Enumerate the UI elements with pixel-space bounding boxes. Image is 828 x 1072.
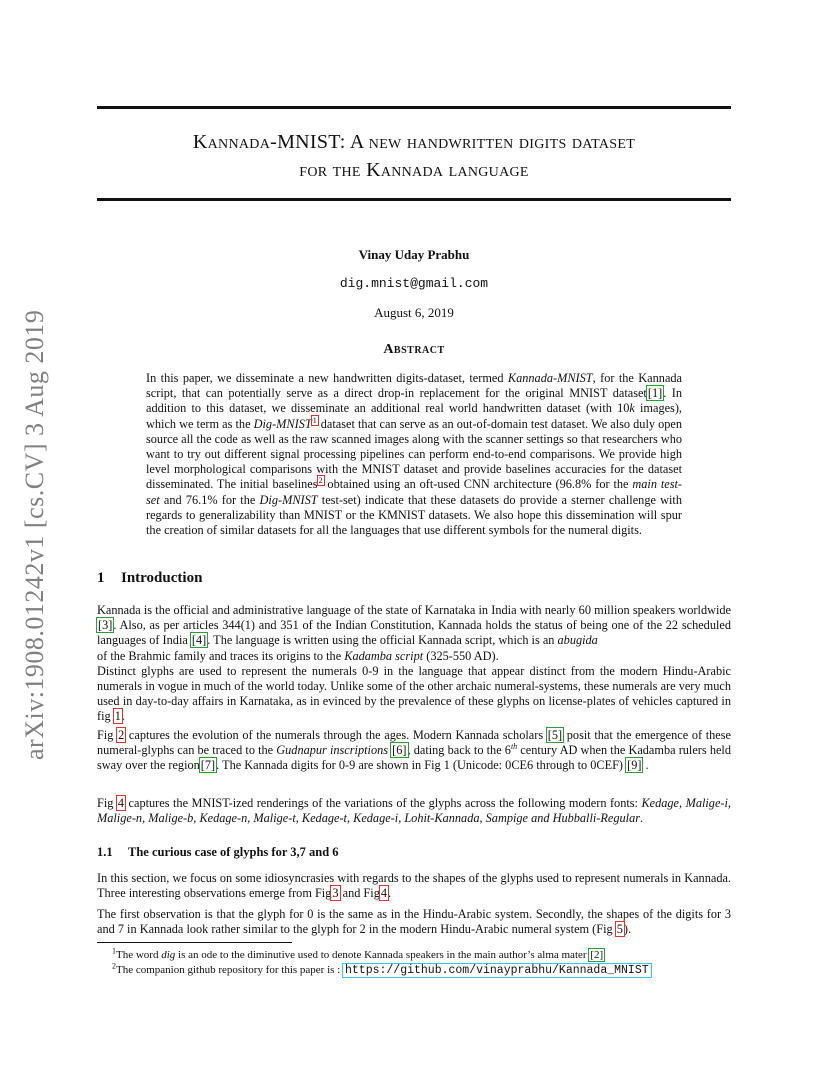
figure-link[interactable]: 2 bbox=[118, 728, 125, 742]
body-text: . bbox=[388, 886, 392, 901]
body-term: abugida bbox=[557, 633, 598, 648]
abstract-body bbox=[146, 371, 682, 538]
body-text: , dating back to the 6 bbox=[407, 743, 511, 758]
body-text: Fig bbox=[97, 728, 118, 742]
body-term: Kadamba script bbox=[344, 648, 424, 663]
subsection-paragraph-1 bbox=[97, 871, 731, 901]
abstract-text: and 76.1% for the bbox=[159, 492, 260, 507]
superscript: th bbox=[510, 742, 518, 752]
intro-paragraph-2 bbox=[97, 728, 731, 774]
footnote-2 bbox=[112, 963, 651, 978]
subsection-heading bbox=[97, 845, 339, 860]
body-text: century AD when the Kadamba rulers held sway over the region bbox=[97, 743, 731, 773]
footnote-link[interactable]: 2 bbox=[318, 476, 323, 486]
font-list: Kedage, Malige-i, Malige-n, Malige-b, Kedage-n, Malige-t, Kedage-t, Kedage-i, Lohit-Kannada, Sampige and Hubballi-Regular bbox=[97, 796, 731, 826]
subsection-number: 1.1 bbox=[97, 845, 113, 859]
body-text: Kannada is the official and administrative language of the state of Karnataka in India with nearly 60 million speakers worldwide bbox=[97, 603, 731, 617]
paper-date: August 6, 2019 bbox=[374, 305, 454, 320]
body-text: . bbox=[642, 758, 649, 773]
citation-link[interactable]: [6] bbox=[392, 743, 407, 758]
paper-title bbox=[97, 128, 731, 184]
figure-link[interactable]: 4 bbox=[117, 796, 125, 810]
citation-link[interactable]: [7] bbox=[200, 758, 216, 773]
abstract-heading bbox=[97, 342, 731, 358]
body-text: Distinct glyphs are used to represent the numerals 0-9 in the language that appear distinct from the modern Hindu-Arabic numerals in vogue in much of the world today. Unlike some of the other archaic numeral-systems, these numerals are very much used in day-to-day affairs in Karnataka, as in evinced by the prevalence of these glyphs on license-plates of vehicles captured in fig bbox=[97, 663, 731, 724]
footnote-marker: 1 bbox=[112, 946, 116, 956]
body-text: The first observation is that the glyph for 0 is the same as in the Hindu-Arabic system. Secondly, the shapes of the digits for 3 and 7 in Kannada look rather similar to the glyph for 2 in the modern Hindu-Arabic numeral system (Fig bbox=[97, 907, 731, 937]
intro-paragraph-3 bbox=[97, 796, 731, 826]
section-heading-introduction bbox=[97, 570, 202, 587]
github-url-link[interactable]: https://github.com/vinayprabhu/Kannada_MNIST bbox=[344, 964, 649, 977]
abstract-text: In this paper, we disseminate a new handwritten digits-dataset, termed bbox=[146, 371, 508, 385]
subsection-title: The curious case of glyphs for 3,7 and 6 bbox=[128, 845, 339, 859]
body-text: captures the evolution of the numerals through the ages. Modern Kannada scholars bbox=[125, 728, 547, 742]
title-line-1 bbox=[97, 128, 731, 156]
abstract-heading-text: Abstract bbox=[383, 342, 445, 357]
abstract-term: Kannada-MNIST bbox=[507, 371, 593, 385]
figure-link[interactable]: 3 bbox=[332, 886, 339, 901]
abstract-term: main test-set bbox=[146, 477, 683, 507]
body-text: In this section, we focus on some idiosyncrasies with regards to the shapes of the glyphs used to represent numerals in Kannada. Three interesting observations emerge from Fig bbox=[97, 871, 731, 901]
title-line-1-text: Kannada-MNIST: A new handwritten digits dataset bbox=[192, 131, 636, 153]
footnote-link[interactable]: 1 bbox=[312, 415, 317, 425]
body-text: ). bbox=[623, 922, 632, 937]
body-text: and Fig bbox=[339, 886, 380, 901]
abstract-text: test-set) indicate that these datasets do provide a sterner challenge with regards to generalizability than MNIST or the KMNIST datasets. We also hope this dissemination will spur the creation of similar datasets for all the languages that use different symbols for the numeral digits. bbox=[146, 492, 682, 538]
citation-link[interactable]: [9] bbox=[627, 758, 642, 773]
abstract-text: obtained using an oft-used CNN architecture (96.8% for the bbox=[323, 477, 633, 492]
arxiv-stamp: arXiv:1908.01242v1 [cs.CV] 3 Aug 2019 bbox=[20, 309, 49, 760]
abstract-text: , for the Kannada script, that can potentially serve as a direct drop-in replacement for the original MNIST dataset bbox=[146, 371, 683, 401]
body-text: . bbox=[121, 709, 125, 724]
footnote-marker: 2 bbox=[112, 961, 116, 971]
abstract-text: dataset that can serve as an out-of-domain test dataset. We also duly open source all the code as well as the raw scanned images along with the scanner settings so that researchers who want to try out different signal processing pipelines can perform end-to-end comparisons. We provide high level morphological comparisons with the MNIST dataset and provide baselines accuracies for the dataset disseminated. The initial baselines bbox=[146, 416, 682, 492]
title-line-2 bbox=[97, 156, 731, 184]
abstract-term: Dig-MNIST bbox=[253, 416, 312, 431]
footnote-rule bbox=[97, 942, 292, 943]
footnote-text: The word bbox=[116, 949, 162, 961]
section-title: Introduction bbox=[121, 570, 203, 586]
body-text: . Also, as per articles 344(1) and 351 of the Indian Constitution, Kannada holds the status of being one of the 22 scheduled languages of India bbox=[97, 618, 731, 648]
abstract-text: . In addition to this dataset, we disseminate an additional real world handwritten dataset (with 10 bbox=[146, 386, 682, 416]
body-text: . bbox=[640, 811, 644, 826]
subsection-paragraph-2 bbox=[97, 907, 731, 937]
body-text: captures the MNIST-ized renderings of the variations of the glyphs across the following modern fonts: bbox=[125, 796, 642, 810]
footnote-term: dig bbox=[161, 949, 176, 961]
title-bottom-rule bbox=[97, 198, 731, 201]
abstract-math: k bbox=[629, 401, 635, 416]
author-name: Vinay Uday Prabhu bbox=[358, 247, 470, 262]
body-text: of the Brahmic family and traces its origins to the bbox=[97, 648, 345, 663]
citation-link[interactable]: [3] bbox=[98, 618, 113, 633]
figure-link[interactable]: 1 bbox=[114, 709, 121, 724]
body-text: . The Kannada digits for 0-9 are shown in Fig 1 (Unicode: 0CE6 through to 0CEF) bbox=[216, 758, 627, 773]
footnote-1 bbox=[112, 948, 604, 962]
title-line-2-text: for the Kannada language bbox=[299, 159, 529, 181]
body-text: . The language is written using the official Kannada script, which is an bbox=[207, 633, 558, 648]
body-text: (325-550 AD). bbox=[423, 648, 499, 663]
figure-link[interactable]: 4 bbox=[380, 886, 387, 901]
citation-link[interactable]: [4] bbox=[191, 633, 207, 648]
footnote-text: is an ode to the diminutive used to denote Kannada speakers in the main author’s alma mater bbox=[175, 949, 590, 961]
author-email[interactable]: dig.mnist@gmail.com bbox=[339, 276, 489, 291]
citation-link[interactable]: [5] bbox=[547, 728, 563, 742]
abstract-term: Dig-MNIST bbox=[259, 492, 318, 507]
intro-paragraph-1 bbox=[97, 603, 731, 725]
body-term: Gudnapur inscriptions bbox=[276, 743, 389, 758]
abstract-text: images), which we term as the bbox=[146, 401, 683, 431]
citation-link[interactable]: [2] bbox=[590, 949, 604, 961]
body-text: posit that the emergence of these numeral-glyphs can be traced to the bbox=[97, 728, 732, 758]
figure-link[interactable]: 5 bbox=[616, 922, 623, 937]
footnote-text: The companion github repository for this paper is : bbox=[116, 964, 343, 976]
title-top-rule bbox=[97, 106, 731, 109]
citation-link[interactable]: [1] bbox=[647, 386, 663, 401]
body-text: Fig bbox=[97, 796, 117, 810]
section-number: 1 bbox=[97, 570, 105, 586]
